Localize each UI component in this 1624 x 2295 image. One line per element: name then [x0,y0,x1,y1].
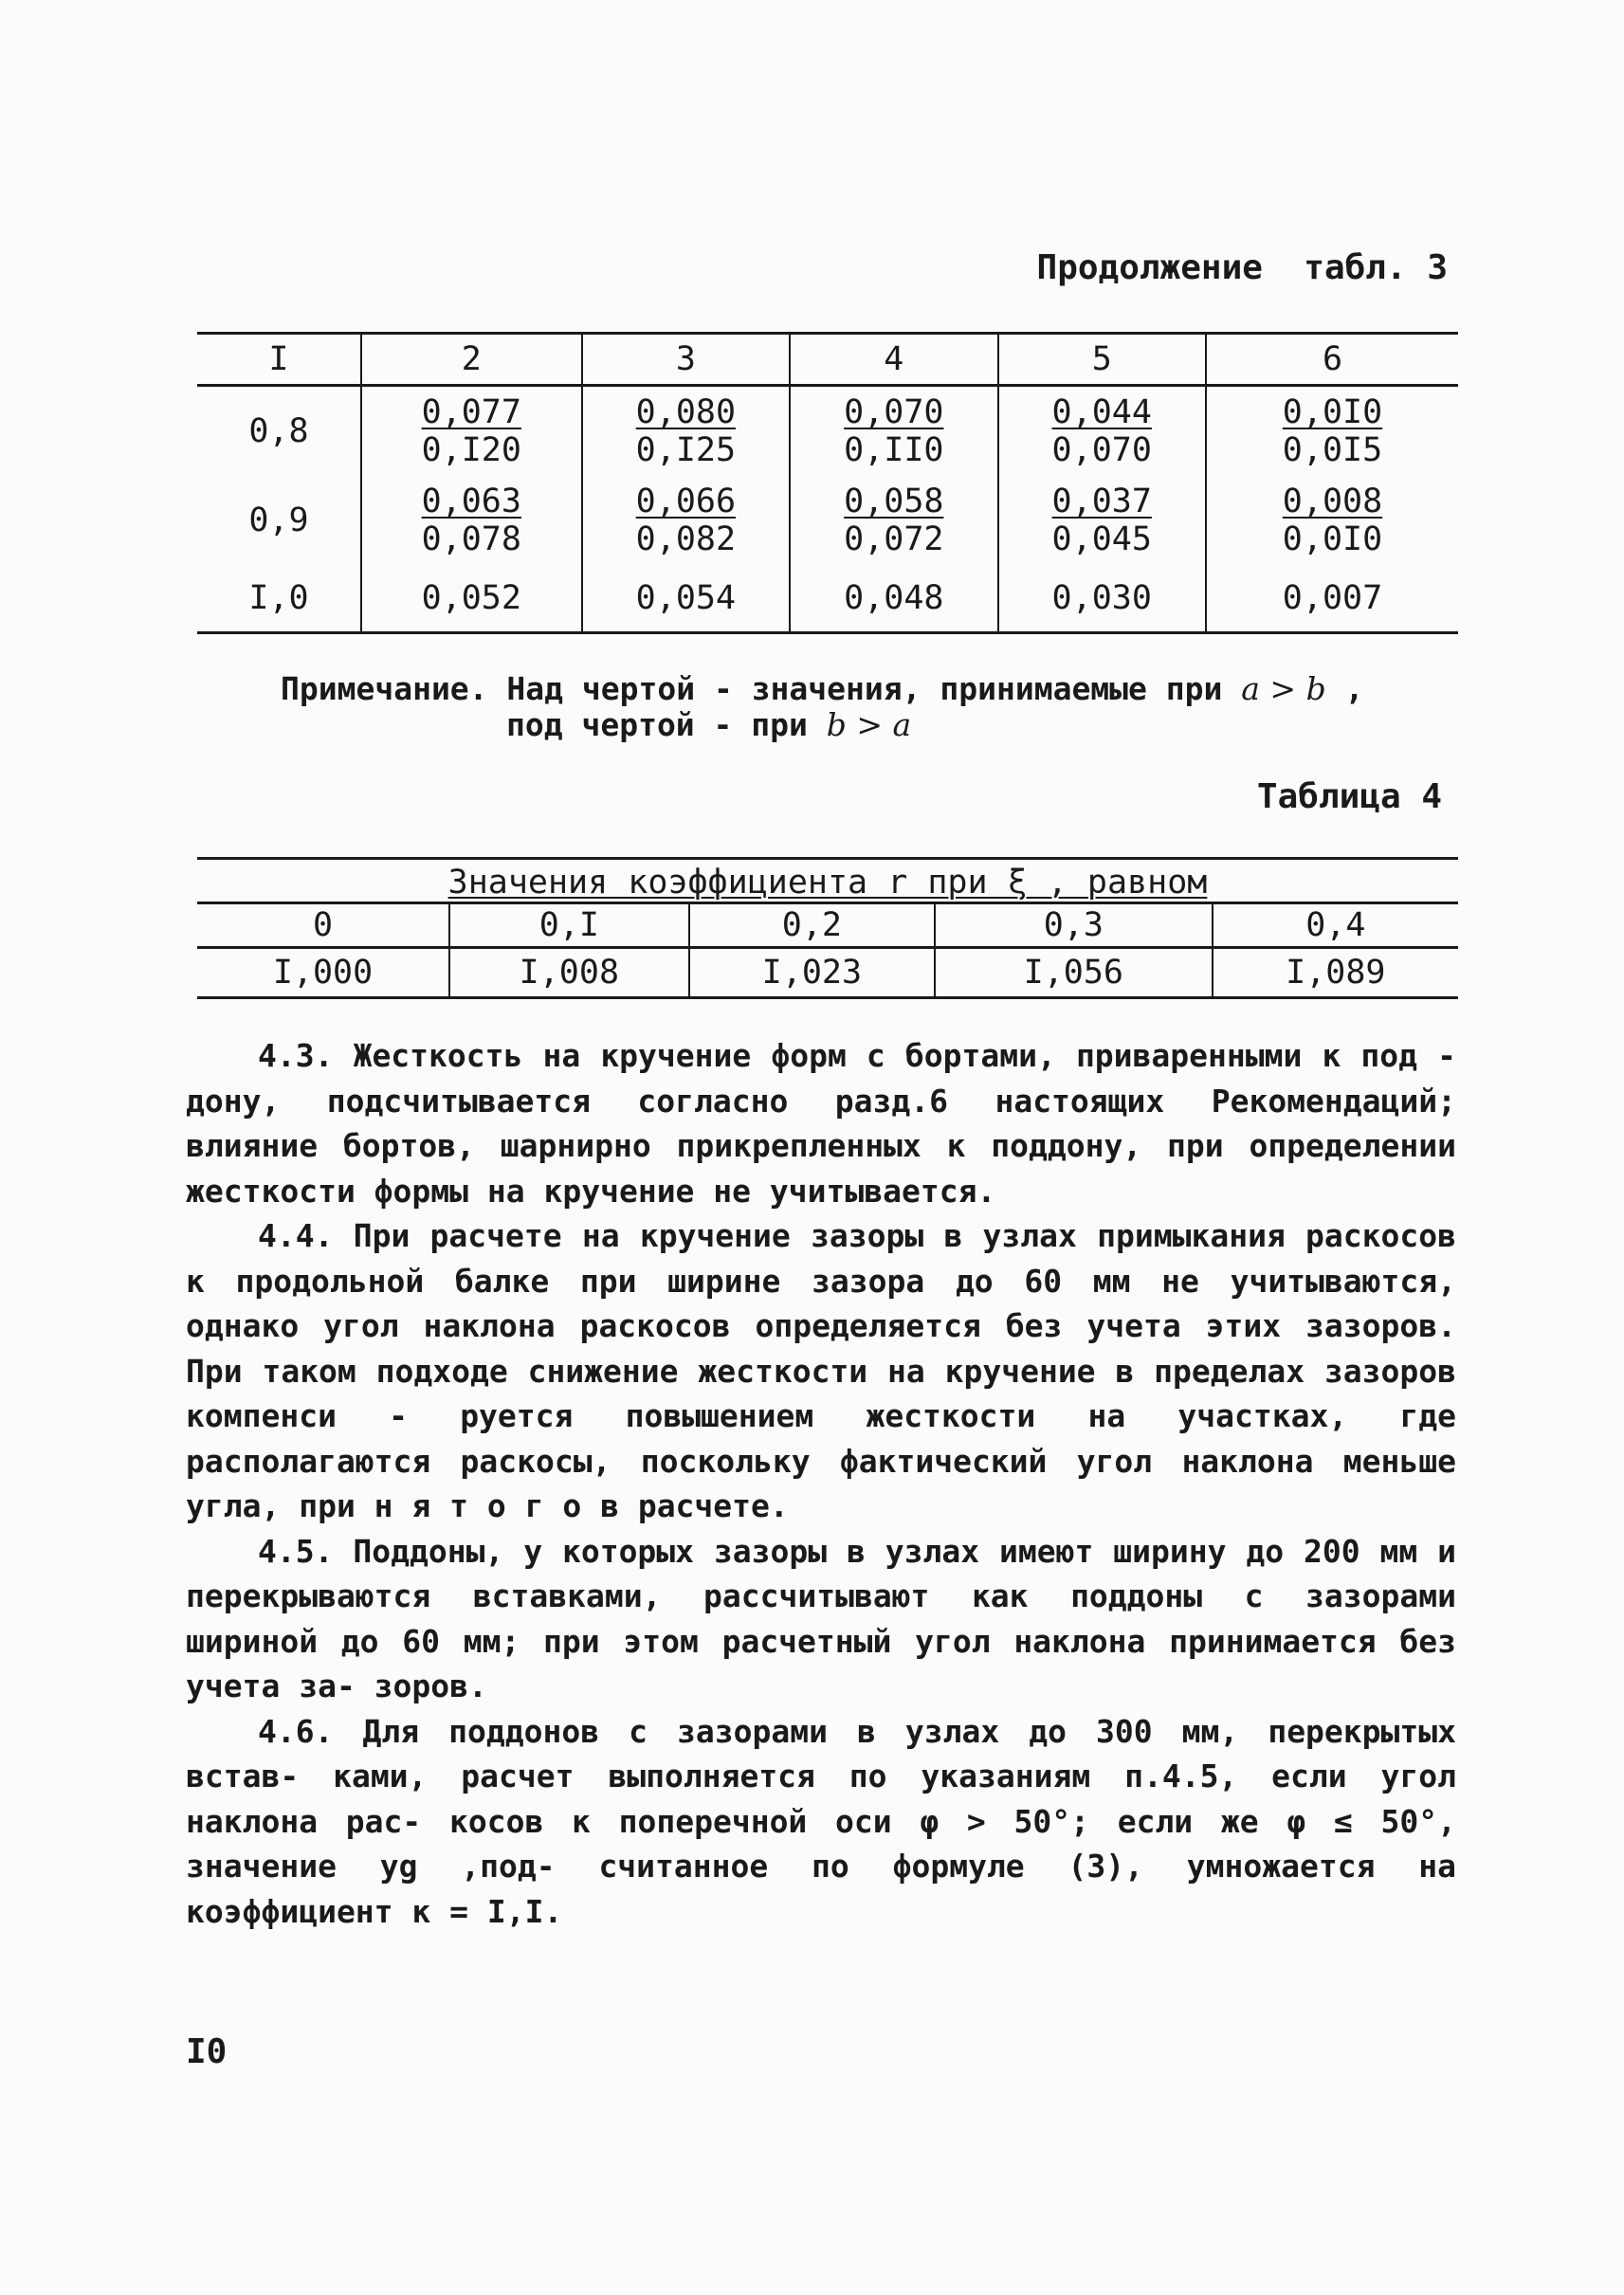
table-4 [197,857,1458,999]
value-above-line: 0,044 [1051,392,1152,431]
value-below-line: 0,078 [421,520,521,558]
note-text: под чертой - при [506,706,827,743]
r-value: I,008 [449,948,689,998]
xi-value: 0 [197,903,449,948]
value-above-line: 0,008 [1282,482,1383,520]
value-above-line: 0,077 [421,392,521,431]
table-row [197,476,1458,565]
value-below-line: 0,070 [1051,431,1152,469]
paragraph-4-3: 4.3. Жесткость на кручение форм с бортами, приваренными к под - дону, подсчитывается согласно разд.6 настоящих Рекомендаций; влияние бортов, шарнирно прикрепленных к поддону, при определении жесткости формы на кручение не учитывается. [186,1037,1456,1210]
body-text [186,1033,1456,1934]
table-3-header: I [197,334,361,386]
xi-value: 0,2 [689,903,935,948]
row-label: 0,9 [248,501,309,539]
table-cell: 0,052 [361,565,582,633]
r-value: I,089 [1213,948,1458,998]
table-3-header: 4 [790,334,997,386]
table-row [197,386,1458,477]
value-below-line: 0,082 [635,520,737,558]
note-formula: a > b [1241,670,1326,707]
note-text: Примечание. Над чертой - значения, принимаемые при [281,670,1242,707]
page-number: I0 [186,2032,228,2071]
table-4-header-row [197,859,1458,903]
table-3-note [281,671,1363,743]
continuation-caption: Продолжение табл. 3 [1036,248,1448,287]
row-label: I,0 [197,565,361,633]
table-4-r-row [197,948,1458,998]
table-row [197,565,1458,633]
value-below-line: 0,I20 [421,431,521,469]
row-label: 0,8 [248,412,309,450]
table-3-header-row [197,334,1458,386]
note-formula: b > a [826,706,912,743]
table-cell [1206,476,1458,565]
table-cell [790,476,997,565]
value-above-line: 0,058 [844,482,944,520]
value-below-line: 0,0I5 [1282,431,1383,469]
table-3-header: 3 [582,334,790,386]
table-cell [1206,386,1458,477]
paragraph-4-4: 4.4. При расчете на кручение зазоры в узлах примыкания раскосов к продольной балке при ширине зазора до 60 мм не учитываются, однако угол наклона раскосов определяется без учета этих зазоров. При таком подходе снижение жесткости на кручение в пределах зазоров компенси - руется повышением жесткости на участках, где располагаются раскосы, поскольку фактический угол наклона меньше угла, при н я т о г о в расчете. [186,1217,1456,1524]
value-above-line: 0,070 [844,392,944,431]
xi-value: 0,3 [935,903,1213,948]
table-3-header: 6 [1206,334,1458,386]
xi-value: 0,4 [1213,903,1458,948]
value-above-line: 0,063 [421,482,521,520]
table-cell [361,386,582,477]
value-below-line: 0,I25 [635,431,737,469]
table-4-caption: Таблица 4 [1256,777,1442,816]
value-above-line: 0,080 [635,392,737,431]
table-cell [790,386,997,477]
table-cell [582,386,790,477]
r-value: I,056 [935,948,1213,998]
note-text: , [1325,670,1364,707]
table-3-header: 5 [998,334,1206,386]
table-cell: 0,007 [1206,565,1458,633]
value-above-line: 0,066 [635,482,737,520]
table-4-header-text: Значения коэффициента r при ξ , равном [447,864,1208,902]
r-value: I,023 [689,948,935,998]
table-cell: 0,054 [582,565,790,633]
paragraph-4-5: 4.5. Поддоны, у которых зазоры в узлах имеют ширину до 200 мм и перекрываются вставками, рассчитывают как поддоны с зазорами шириной до 60 мм; при этом расчетный угол наклона принимается без учета за- зоров. [186,1532,1456,1704]
table-cell [582,476,790,565]
table-4-header [197,859,1458,903]
table-cell: 0,030 [998,565,1206,633]
table-3-header: 2 [361,334,582,386]
table-4-xi-row [197,903,1458,948]
value-above-line: 0,0I0 [1282,392,1383,431]
value-below-line: 0,072 [844,520,944,558]
table-cell [998,476,1206,565]
xi-value: 0,I [449,903,689,948]
table-3 [197,332,1458,634]
value-above-line: 0,037 [1051,482,1152,520]
table-cell [998,386,1206,477]
paragraph-4-6: 4.6. Для поддонов с зазорами в узлах до 300 мм, перекрытых встав- ками, расчет выполняется по указаниям п.4.5, если угол наклона рас- косов к поперечной оси φ > 50°; если же φ ≤ 50°, значение yg ,под- считанное по формуле (3), умножается на коэффициент к = I,I. [186,1712,1456,1930]
table-cell: 0,048 [790,565,997,633]
r-value: I,000 [197,948,449,998]
value-below-line: 0,045 [1051,520,1152,558]
value-below-line: 0,II0 [844,431,944,469]
table-cell [361,476,582,565]
value-below-line: 0,0I0 [1282,520,1383,558]
